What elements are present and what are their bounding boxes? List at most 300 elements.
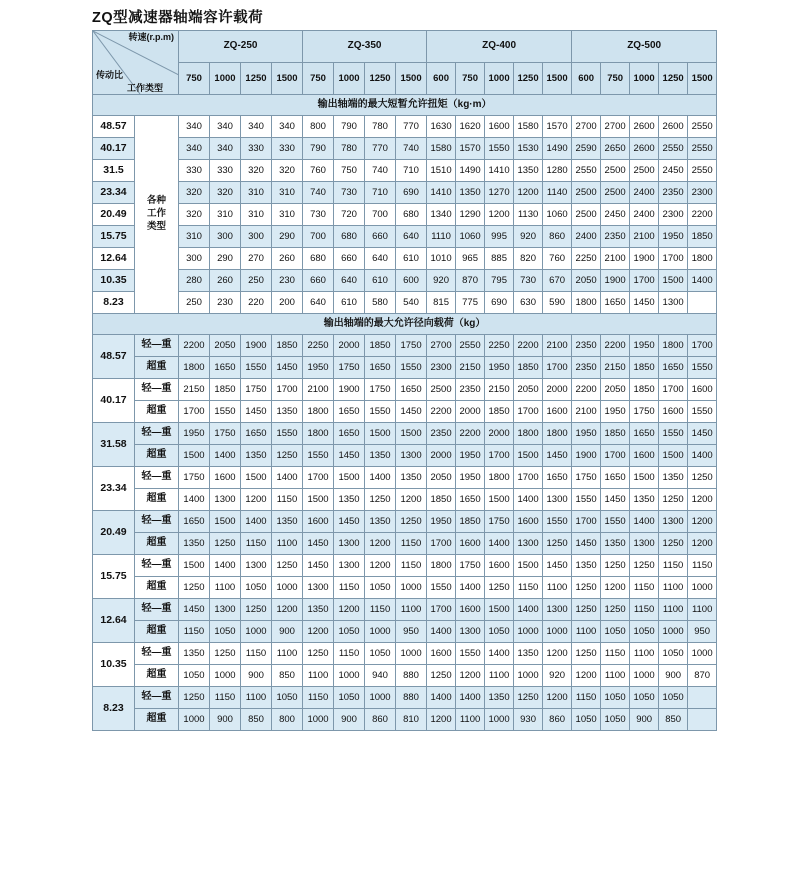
data-cell: 1400 (210, 555, 241, 577)
data-cell: 1200 (272, 599, 303, 621)
data-cell: 1650 (365, 357, 396, 379)
data-cell: 1450 (601, 489, 630, 511)
data-cell: 310 (241, 182, 272, 204)
data-cell: 850 (272, 665, 303, 687)
data-cell: 310 (272, 204, 303, 226)
data-cell: 1100 (659, 577, 688, 599)
speed-header: 1250 (659, 63, 688, 95)
data-cell: 1280 (543, 160, 572, 182)
data-cell: 340 (210, 138, 241, 160)
radial-row (93, 643, 717, 665)
data-cell: 290 (210, 248, 241, 270)
data-cell (688, 292, 717, 314)
data-cell: 310 (179, 226, 210, 248)
torque-row (93, 160, 717, 182)
worktype-label-cell: 轻—重 (135, 511, 179, 533)
radial-row (93, 445, 717, 467)
ratio-cell: 15.75 (93, 226, 135, 248)
data-cell: 700 (365, 204, 396, 226)
data-cell: 1950 (456, 467, 485, 489)
data-cell: 2650 (601, 138, 630, 160)
data-cell: 1620 (456, 116, 485, 138)
data-cell: 1050 (485, 621, 514, 643)
data-cell: 660 (303, 270, 334, 292)
data-cell: 1500 (179, 445, 210, 467)
data-cell: 1850 (688, 226, 717, 248)
data-cell: 2200 (179, 335, 210, 357)
data-cell: 1950 (630, 335, 659, 357)
data-cell: 1150 (241, 533, 272, 555)
data-cell: 1900 (601, 270, 630, 292)
ratio-cell: 23.34 (93, 467, 135, 511)
data-cell: 1600 (688, 379, 717, 401)
data-cell: 710 (365, 182, 396, 204)
data-cell: 1550 (485, 138, 514, 160)
data-cell: 1000 (179, 709, 210, 731)
data-cell: 2500 (427, 379, 456, 401)
speed-header: 750 (601, 63, 630, 95)
data-cell: 1050 (334, 687, 365, 709)
data-cell: 1100 (543, 577, 572, 599)
worktype-label-cell: 超重 (135, 489, 179, 511)
data-cell: 1250 (210, 643, 241, 665)
data-cell: 920 (427, 270, 456, 292)
speed-header: 1000 (210, 63, 241, 95)
data-cell: 1550 (396, 357, 427, 379)
data-cell: 2600 (630, 116, 659, 138)
speed-header: 1250 (514, 63, 543, 95)
data-cell: 1950 (303, 357, 334, 379)
torque-row (93, 182, 717, 204)
corner-header-cell (93, 31, 179, 95)
data-cell: 730 (303, 204, 334, 226)
data-cell: 2600 (630, 138, 659, 160)
data-cell: 1500 (659, 445, 688, 467)
data-cell: 1950 (572, 423, 601, 445)
data-cell: 1200 (543, 643, 572, 665)
data-cell: 1400 (688, 445, 717, 467)
data-cell: 1850 (514, 357, 543, 379)
data-cell: 320 (272, 160, 303, 182)
radial-row (93, 577, 717, 599)
data-cell (688, 709, 717, 731)
model-header-zq350: ZQ-350 (303, 31, 427, 63)
worktype-label-cell: 轻—重 (135, 643, 179, 665)
data-cell: 2150 (601, 357, 630, 379)
data-cell: 1800 (572, 292, 601, 314)
data-cell: 610 (396, 248, 427, 270)
data-cell: 790 (334, 116, 365, 138)
data-cell: 2250 (303, 335, 334, 357)
data-cell: 1650 (630, 423, 659, 445)
data-cell: 1700 (688, 335, 717, 357)
ratio-cell: 20.49 (93, 511, 135, 555)
data-cell: 950 (396, 621, 427, 643)
data-cell: 330 (272, 138, 303, 160)
data-cell: 1050 (365, 643, 396, 665)
data-cell: 1500 (334, 467, 365, 489)
data-cell: 1350 (272, 511, 303, 533)
data-cell: 1700 (272, 379, 303, 401)
data-cell: 700 (303, 226, 334, 248)
data-cell: 1270 (485, 182, 514, 204)
corner-label-ratio: 传动比 (96, 69, 124, 80)
data-cell: 1100 (601, 665, 630, 687)
data-cell: 1500 (485, 489, 514, 511)
data-cell: 640 (334, 270, 365, 292)
data-cell: 1200 (334, 599, 365, 621)
data-cell: 810 (396, 709, 427, 731)
data-cell: 1350 (365, 445, 396, 467)
radial-row (93, 423, 717, 445)
data-cell: 1850 (630, 357, 659, 379)
data-cell: 680 (396, 204, 427, 226)
data-cell: 1550 (456, 643, 485, 665)
data-cell: 1250 (688, 467, 717, 489)
speed-header: 1500 (688, 63, 717, 95)
data-cell: 800 (272, 709, 303, 731)
data-cell: 1050 (334, 621, 365, 643)
torque-row (93, 292, 717, 314)
data-cell: 1000 (272, 577, 303, 599)
data-cell: 1300 (543, 599, 572, 621)
data-cell: 2350 (456, 379, 485, 401)
data-cell: 1700 (659, 248, 688, 270)
data-cell: 1700 (659, 379, 688, 401)
speed-header: 1500 (543, 63, 572, 95)
data-cell: 340 (272, 116, 303, 138)
data-cell: 2300 (688, 182, 717, 204)
data-cell: 1100 (241, 687, 272, 709)
data-cell: 1300 (630, 533, 659, 555)
data-cell: 2050 (210, 335, 241, 357)
data-cell: 1750 (396, 335, 427, 357)
data-cell: 2700 (427, 335, 456, 357)
data-cell: 1000 (514, 621, 543, 643)
worktype-label-cell: 超重 (135, 709, 179, 731)
data-cell: 1550 (659, 423, 688, 445)
data-cell: 1700 (514, 467, 543, 489)
data-cell: 1500 (630, 467, 659, 489)
data-cell: 2200 (688, 204, 717, 226)
data-cell: 2100 (543, 335, 572, 357)
data-cell: 1050 (630, 621, 659, 643)
data-cell: 1700 (601, 445, 630, 467)
data-cell: 2400 (630, 204, 659, 226)
data-cell: 1250 (572, 643, 601, 665)
data-cell: 660 (334, 248, 365, 270)
data-cell: 1300 (456, 621, 485, 643)
worktype-label-cell: 超重 (135, 665, 179, 687)
data-cell: 640 (303, 292, 334, 314)
speed-header: 600 (572, 63, 601, 95)
data-cell: 1350 (179, 643, 210, 665)
ratio-cell: 10.35 (93, 270, 135, 292)
data-cell: 815 (427, 292, 456, 314)
radial-row (93, 489, 717, 511)
data-cell: 1600 (543, 401, 572, 423)
data-cell: 1450 (272, 357, 303, 379)
data-cell: 1250 (630, 555, 659, 577)
data-cell: 1250 (572, 599, 601, 621)
torque-row (93, 248, 717, 270)
data-cell: 590 (543, 292, 572, 314)
data-cell: 920 (514, 226, 543, 248)
data-cell: 320 (210, 182, 241, 204)
radial-row (93, 467, 717, 489)
data-cell: 1140 (543, 182, 572, 204)
torque-row (93, 138, 717, 160)
data-cell: 1000 (303, 709, 334, 731)
data-cell: 1750 (365, 379, 396, 401)
data-cell: 1000 (659, 621, 688, 643)
data-cell: 1100 (272, 533, 303, 555)
data-cell: 610 (365, 270, 396, 292)
data-cell: 1200 (396, 489, 427, 511)
band-row-torque (93, 95, 717, 116)
data-cell: 1400 (427, 621, 456, 643)
data-cell: 1000 (630, 665, 659, 687)
data-cell: 2500 (630, 160, 659, 182)
data-cell: 2000 (543, 379, 572, 401)
ratio-cell: 48.57 (93, 116, 135, 138)
data-cell: 1400 (630, 511, 659, 533)
worktype-label-cell: 超重 (135, 445, 179, 467)
data-cell: 775 (456, 292, 485, 314)
data-cell: 860 (543, 226, 572, 248)
data-cell: 1800 (659, 335, 688, 357)
speed-header: 1250 (241, 63, 272, 95)
data-cell: 795 (485, 270, 514, 292)
data-cell: 1200 (365, 555, 396, 577)
band-label-torque: 输出轴端的最大短暂允许扭矩（kg·m） (93, 95, 717, 116)
data-cell: 780 (365, 116, 396, 138)
data-cell: 330 (210, 160, 241, 182)
data-cell: 860 (365, 709, 396, 731)
data-cell: 320 (241, 160, 272, 182)
data-cell: 1100 (572, 621, 601, 643)
header-row-models (93, 31, 717, 63)
data-cell: 1150 (572, 687, 601, 709)
data-cell: 1850 (456, 511, 485, 533)
data-cell: 300 (210, 226, 241, 248)
data-cell: 1060 (543, 204, 572, 226)
data-cell: 1300 (396, 445, 427, 467)
data-cell: 730 (514, 270, 543, 292)
page-title: ZQ型减速器轴端容许载荷 (92, 10, 264, 26)
data-cell: 1250 (241, 599, 272, 621)
data-cell: 1800 (543, 423, 572, 445)
data-cell: 1100 (456, 709, 485, 731)
data-cell: 1200 (485, 204, 514, 226)
data-cell: 1500 (396, 423, 427, 445)
speed-header: 1000 (334, 63, 365, 95)
worktype-label-cell: 超重 (135, 533, 179, 555)
data-cell: 1600 (456, 599, 485, 621)
data-cell: 750 (334, 160, 365, 182)
data-cell: 1400 (241, 511, 272, 533)
torque-row (93, 270, 717, 292)
data-cell: 1490 (543, 138, 572, 160)
data-cell: 1150 (179, 621, 210, 643)
data-cell: 2000 (334, 335, 365, 357)
data-cell: 1850 (485, 401, 514, 423)
data-cell: 1500 (365, 423, 396, 445)
data-cell: 1250 (272, 445, 303, 467)
torque-row (93, 204, 717, 226)
data-cell: 740 (396, 138, 427, 160)
ratio-cell: 20.49 (93, 204, 135, 226)
data-cell: 310 (272, 182, 303, 204)
data-cell: 220 (241, 292, 272, 314)
data-cell: 870 (456, 270, 485, 292)
data-cell: 1200 (241, 489, 272, 511)
data-cell: 1150 (334, 577, 365, 599)
data-cell: 1550 (272, 423, 303, 445)
data-cell: 1550 (543, 511, 572, 533)
data-cell: 2200 (427, 401, 456, 423)
worktype-label-cell: 超重 (135, 621, 179, 643)
data-cell: 2000 (485, 423, 514, 445)
data-cell: 1600 (456, 533, 485, 555)
data-cell: 1400 (272, 467, 303, 489)
data-cell: 1450 (396, 401, 427, 423)
data-cell: 1950 (659, 226, 688, 248)
data-cell: 260 (210, 270, 241, 292)
data-cell: 1750 (334, 357, 365, 379)
data-cell: 710 (396, 160, 427, 182)
data-cell: 690 (396, 182, 427, 204)
ratio-cell: 12.64 (93, 599, 135, 643)
data-cell: 1130 (514, 204, 543, 226)
data-cell: 720 (334, 204, 365, 226)
data-cell: 1150 (396, 533, 427, 555)
data-cell: 1050 (601, 709, 630, 731)
data-cell: 1400 (456, 577, 485, 599)
data-cell: 1550 (210, 401, 241, 423)
data-cell: 310 (241, 204, 272, 226)
data-cell: 1650 (179, 511, 210, 533)
data-cell: 1000 (210, 665, 241, 687)
data-cell: 2500 (601, 160, 630, 182)
data-cell: 1200 (514, 182, 543, 204)
data-cell: 2400 (572, 226, 601, 248)
data-cell: 1700 (514, 401, 543, 423)
data-cell: 1500 (210, 511, 241, 533)
speed-header: 1000 (630, 63, 659, 95)
data-cell: 1050 (630, 687, 659, 709)
data-cell: 1500 (179, 555, 210, 577)
radial-row (93, 687, 717, 709)
data-cell: 2550 (688, 138, 717, 160)
data-cell: 1450 (572, 533, 601, 555)
data-cell: 1300 (241, 555, 272, 577)
model-header-zq250: ZQ-250 (179, 31, 303, 63)
data-cell: 1700 (427, 533, 456, 555)
data-cell: 1200 (456, 665, 485, 687)
ratio-cell: 23.34 (93, 182, 135, 204)
data-cell: 770 (396, 116, 427, 138)
data-cell: 870 (688, 665, 717, 687)
band-label-radial: 输出轴端的最大允许径向载荷（kg） (93, 314, 717, 335)
data-cell: 1650 (334, 423, 365, 445)
data-cell: 1250 (179, 687, 210, 709)
data-cell: 1570 (456, 138, 485, 160)
data-cell: 250 (241, 270, 272, 292)
data-cell: 1800 (303, 423, 334, 445)
data-cell: 2200 (456, 423, 485, 445)
data-cell: 1050 (601, 621, 630, 643)
data-cell: 2150 (456, 357, 485, 379)
data-cell: 1800 (485, 467, 514, 489)
data-cell: 1550 (688, 401, 717, 423)
data-cell: 1400 (514, 599, 543, 621)
data-cell: 1250 (396, 511, 427, 533)
data-cell: 1410 (427, 182, 456, 204)
data-cell: 1150 (303, 687, 334, 709)
data-cell: 1450 (334, 445, 365, 467)
data-cell: 1000 (396, 577, 427, 599)
data-cell: 1300 (659, 292, 688, 314)
data-cell: 1650 (543, 467, 572, 489)
data-cell: 2700 (572, 116, 601, 138)
data-cell: 2350 (572, 357, 601, 379)
data-cell: 1250 (601, 599, 630, 621)
data-cell: 1150 (659, 555, 688, 577)
data-cell: 740 (365, 160, 396, 182)
radial-row (93, 357, 717, 379)
header-row-speeds (93, 63, 717, 95)
data-cell: 1000 (241, 621, 272, 643)
ratio-cell: 31.58 (93, 423, 135, 467)
data-cell: 300 (179, 248, 210, 270)
data-cell: 2200 (572, 379, 601, 401)
data-cell: 2200 (601, 335, 630, 357)
data-cell: 1700 (303, 467, 334, 489)
data-cell: 1350 (572, 555, 601, 577)
ratio-cell: 15.75 (93, 555, 135, 599)
data-cell: 1550 (688, 357, 717, 379)
data-cell: 1550 (427, 577, 456, 599)
data-cell: 1450 (334, 511, 365, 533)
radial-row (93, 335, 717, 357)
data-cell: 270 (241, 248, 272, 270)
data-cell: 1650 (210, 357, 241, 379)
speed-header: 750 (456, 63, 485, 95)
data-cell: 1300 (334, 555, 365, 577)
data-cell: 1400 (485, 533, 514, 555)
data-cell: 1850 (210, 379, 241, 401)
data-cell: 630 (514, 292, 543, 314)
radial-row (93, 621, 717, 643)
ratio-cell: 31.5 (93, 160, 135, 182)
data-cell: 2500 (572, 204, 601, 226)
data-cell: 1550 (365, 401, 396, 423)
torque-row (93, 226, 717, 248)
data-cell: 340 (210, 116, 241, 138)
data-cell: 640 (365, 248, 396, 270)
data-cell: 1600 (659, 401, 688, 423)
data-cell: 1500 (514, 445, 543, 467)
data-cell: 740 (303, 182, 334, 204)
data-cell: 1400 (688, 270, 717, 292)
data-cell: 940 (365, 665, 396, 687)
data-cell: 1110 (427, 226, 456, 248)
data-cell: 1850 (365, 335, 396, 357)
radial-row (93, 379, 717, 401)
data-cell: 2250 (572, 248, 601, 270)
torque-row (93, 116, 717, 138)
